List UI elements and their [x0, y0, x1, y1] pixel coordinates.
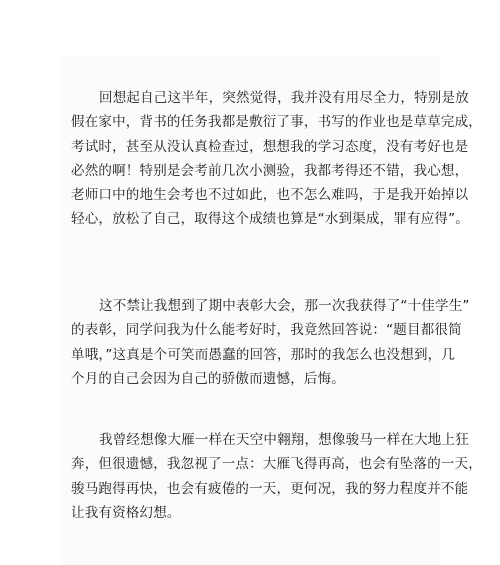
paragraph-line: 轻心，放松了自己，取得这个成绩也算是“水到渠成，罪有应得”。 [71, 211, 469, 228]
paragraph-line: 假在家中，背书的任务我都是敷衍了事，书写的作业也是草草完成， [71, 114, 482, 131]
paragraph-line: 的表彰，同学问我为什么能考好时，我竟然回答说：“题目都很简 [71, 322, 462, 339]
paragraph-line: 老师口中的地生会考也不过如此，也不怎么难吗，于是我开始掉以 [71, 187, 469, 204]
paragraph-line: 我曾经想像大雁一样在天空中翱翔，想像骏马一样在大地上狂 [99, 432, 469, 448]
paragraph-line: 单哦，”这真是个可笑而愚蠢的回答，那时的我怎么也没想到，几 [71, 346, 456, 363]
paragraph-line: 考试时，甚至从没认真检查过，想想我的学习态度，没有考好也是 [71, 138, 469, 155]
paragraph-3 [71, 428, 482, 525]
paragraph-line: 让我有资格幻想。 [71, 504, 181, 521]
paragraph-line: 回想起自己这半年，突然觉得，我并没有用尽全力，特别是放 [99, 90, 469, 106]
paragraph-line: 必然的啊！特别是会考前几次小测验，我都考得还不错，我心想， [71, 162, 469, 179]
paragraph-line: 骏马跑得再快，也会有疲倦的一天，更何况，我的努力程度并不能 [71, 480, 469, 497]
paragraph-1 [71, 86, 482, 232]
paragraph-line: 个月的自己会因为自己的骄傲而遗憾，后悔。 [71, 370, 345, 387]
paragraph-line: 这不禁让我想到了期中表彰大会，那一次我获得了“十佳学生” [99, 298, 470, 314]
paragraph-line: 奔，但很遗憾，我忽视了一点：大雁飞得再高，也会有坠落的一天， [71, 456, 482, 473]
paragraph-2 [71, 294, 470, 391]
